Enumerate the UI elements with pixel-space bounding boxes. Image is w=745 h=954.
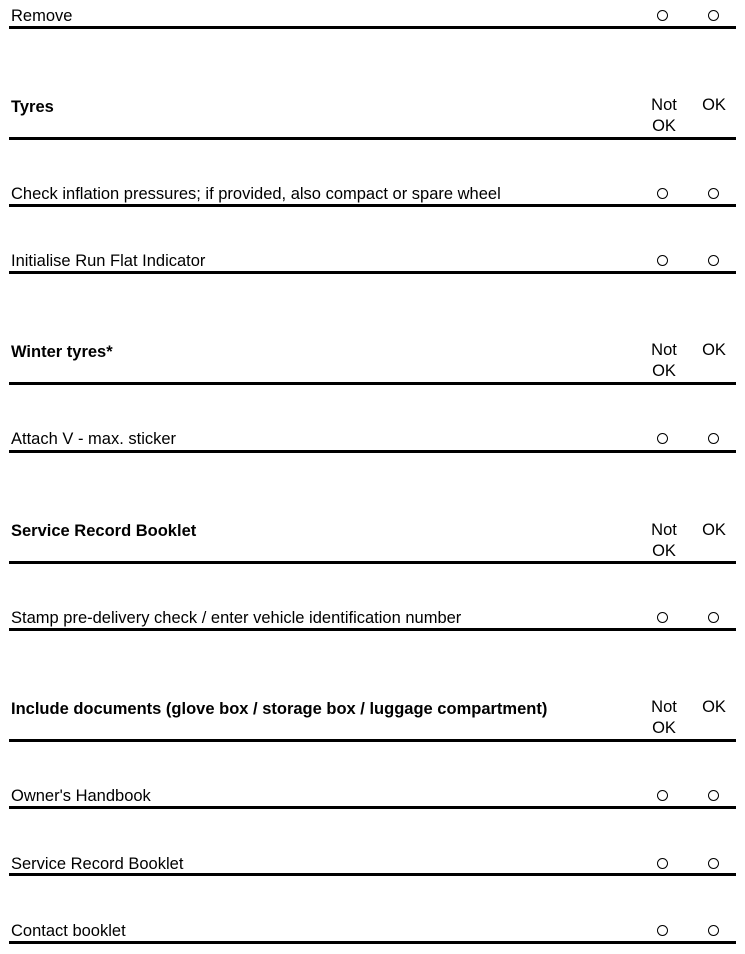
section-header-service-record: Service Record Booklet xyxy=(11,522,197,540)
section-header-winter-tyres: Winter tyres* xyxy=(11,343,113,361)
radio-not-ok[interactable] xyxy=(657,925,668,936)
row-divider xyxy=(9,628,736,631)
section-header-include-documents: Include documents (glove box / storage box / luggage compartment) xyxy=(11,700,548,718)
row-divider xyxy=(9,204,736,207)
radio-not-ok[interactable] xyxy=(657,433,668,444)
radio-not-ok[interactable] xyxy=(657,188,668,199)
item-label-owners-handbook: Owner's Handbook xyxy=(11,787,151,805)
radio-not-ok[interactable] xyxy=(657,10,668,21)
radio-ok[interactable] xyxy=(708,925,719,936)
column-header-not-ok: Not OK xyxy=(651,698,677,737)
radio-ok[interactable] xyxy=(708,858,719,869)
radio-not-ok[interactable] xyxy=(657,255,668,266)
row-divider xyxy=(9,450,736,453)
radio-ok[interactable] xyxy=(708,790,719,801)
column-header-ok: OK xyxy=(702,341,726,359)
section-header-tyres: Tyres xyxy=(11,98,54,116)
radio-ok[interactable] xyxy=(708,433,719,444)
item-label-contact-booklet: Contact booklet xyxy=(11,922,126,940)
section-divider xyxy=(9,561,736,564)
radio-not-ok[interactable] xyxy=(657,858,668,869)
row-divider xyxy=(9,806,736,809)
item-label-inflation: Check inflation pressures; if provided, also compact or spare wheel xyxy=(11,185,501,203)
row-divider xyxy=(9,26,736,29)
row-divider xyxy=(9,873,736,876)
column-header-not-ok: Not OK xyxy=(651,96,677,135)
radio-ok[interactable] xyxy=(708,255,719,266)
item-label-stamp: Stamp pre-delivery check / enter vehicle identification number xyxy=(11,609,462,627)
column-header-ok: OK xyxy=(702,521,726,539)
radio-not-ok[interactable] xyxy=(657,790,668,801)
column-header-not-ok: Not OK xyxy=(651,521,677,560)
section-divider xyxy=(9,382,736,385)
column-header-ok: OK xyxy=(702,96,726,114)
row-divider xyxy=(9,271,736,274)
radio-ok[interactable] xyxy=(708,612,719,623)
radio-ok[interactable] xyxy=(708,10,719,21)
radio-not-ok[interactable] xyxy=(657,612,668,623)
item-label-vmax-sticker: Attach V - max. sticker xyxy=(11,430,177,448)
column-header-not-ok: Not OK xyxy=(651,341,677,380)
section-divider xyxy=(9,137,736,140)
row-divider xyxy=(9,941,736,944)
section-divider xyxy=(9,739,736,742)
item-label-service-record-booklet: Service Record Booklet xyxy=(11,855,184,873)
column-header-ok: OK xyxy=(702,698,726,716)
radio-ok[interactable] xyxy=(708,188,719,199)
item-label-remove: Remove xyxy=(11,7,73,25)
item-label-run-flat: Initialise Run Flat Indicator xyxy=(11,252,206,270)
